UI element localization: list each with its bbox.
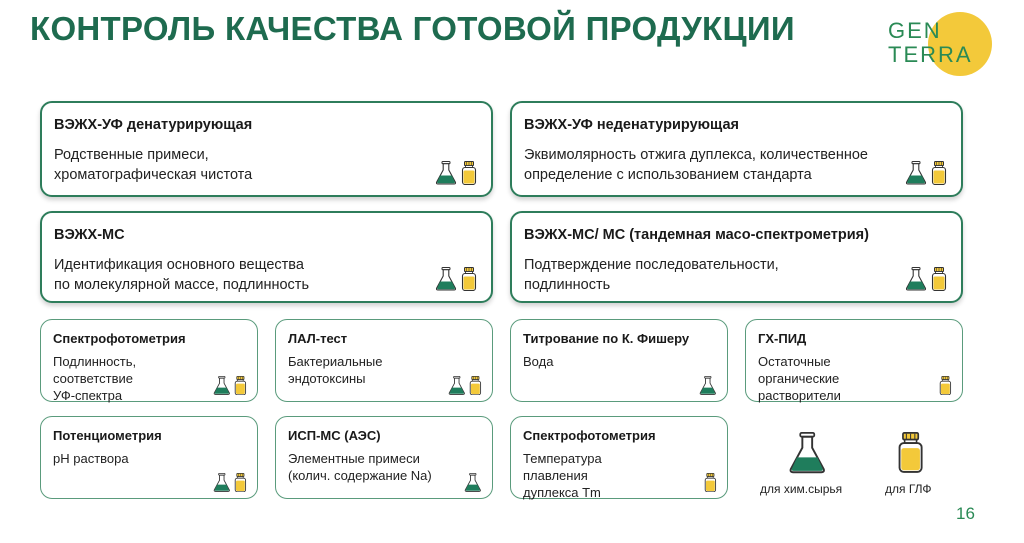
card-description: Остаточные органические растворители xyxy=(758,354,841,403)
card-icons xyxy=(213,376,247,395)
card-description: Элементные примеси (колич. содержание Na) xyxy=(288,451,432,483)
card-potentiometry xyxy=(40,416,258,499)
card-karl-fischer-titration xyxy=(510,319,728,402)
vial-icon xyxy=(461,267,477,291)
card-icons xyxy=(435,267,477,291)
card-icp-ms xyxy=(275,416,493,499)
flask-icon xyxy=(788,432,827,474)
flask-icon xyxy=(435,161,457,185)
legend-flask-label: для хим.сырья xyxy=(760,482,843,496)
card-description: Бактериальные эндотоксины xyxy=(288,354,383,386)
card-icons xyxy=(704,473,717,492)
card-title: Титрование по К. Фишеру xyxy=(523,331,690,346)
card-icons xyxy=(905,161,947,185)
card-icons xyxy=(213,473,247,492)
card-title: Спектрофотометрия xyxy=(53,331,186,346)
card-icons xyxy=(448,376,482,395)
page-number: 16 xyxy=(956,504,975,523)
flask-icon xyxy=(905,161,927,185)
card-description: Родственные примеси, хроматографическая чистота xyxy=(54,147,253,183)
card-icons xyxy=(435,161,477,185)
card-description: pH раствора xyxy=(53,451,129,466)
card-title: ЛАЛ-тест xyxy=(288,331,348,346)
card-spectrophotometry-identity xyxy=(40,319,258,402)
card-description: Температура плавления дуплекса Tm xyxy=(523,451,602,500)
flask-icon xyxy=(905,267,927,291)
card-title: ВЭЖХ-УФ неденатурирующая xyxy=(524,117,739,133)
vial-icon xyxy=(234,376,247,395)
card-icons xyxy=(939,376,952,395)
card-description: Вода xyxy=(523,354,554,369)
flask-icon xyxy=(435,267,457,291)
legend-flask xyxy=(788,432,827,474)
flask-icon xyxy=(699,376,717,395)
card-description: Эквимолярность отжига дуплекса, количественное определение с использованием стандарта xyxy=(524,147,868,183)
genterra-logo xyxy=(888,10,988,80)
card-icons xyxy=(464,473,482,492)
card-spectrophotometry-tm xyxy=(510,416,728,499)
card-description: Идентификация основного вещества по молекулярной массе, подлинность xyxy=(54,257,309,293)
flask-icon xyxy=(464,473,482,492)
card-icons xyxy=(905,267,947,291)
legend-vial-label: для ГЛФ xyxy=(885,482,932,496)
page-title: КОНТРОЛЬ КАЧЕСТВА ГОТОВОЙ ПРОДУКЦИИ xyxy=(30,10,795,47)
card-title: ВЭЖХ-МС/ МС (тандемная масо-спектрометрия) xyxy=(524,227,869,243)
flask-icon xyxy=(213,473,231,492)
card-hplc-ms-ms xyxy=(510,211,963,303)
card-lal-test xyxy=(275,319,493,402)
card-title: ВЭЖХ-УФ денатурирующая xyxy=(54,117,253,133)
vial-icon xyxy=(931,267,947,291)
card-title: Спектрофотометрия xyxy=(523,428,656,443)
legend-vial xyxy=(897,432,924,473)
card-gc-fid xyxy=(745,319,963,402)
vial-icon xyxy=(931,161,947,185)
vial-icon xyxy=(897,432,924,473)
card-title: Потенциометрия xyxy=(53,428,162,443)
card-title: ВЭЖХ-МС xyxy=(54,227,125,243)
flask-icon xyxy=(213,376,231,395)
logo-text-line2: TERRA xyxy=(888,42,973,67)
flask-icon xyxy=(448,376,466,395)
vial-icon xyxy=(469,376,482,395)
vial-icon xyxy=(461,161,477,185)
vial-icon xyxy=(234,473,247,492)
card-title: ИСП-МС (АЭС) xyxy=(288,428,381,443)
card-hplc-uv-denaturing xyxy=(40,101,493,197)
logo-text-line1: GEN xyxy=(888,18,942,43)
card-icons xyxy=(699,376,717,395)
card-hplc-ms xyxy=(40,211,493,303)
vial-icon xyxy=(704,473,717,492)
card-hplc-uv-nondenaturing xyxy=(510,101,963,197)
vial-icon xyxy=(939,376,952,395)
card-title: ГХ-ПИД xyxy=(758,331,807,346)
card-description: Подлинность, соответствие УФ-спектра xyxy=(53,354,137,403)
card-description: Подтверждение последовательности, подлинность xyxy=(524,257,779,293)
